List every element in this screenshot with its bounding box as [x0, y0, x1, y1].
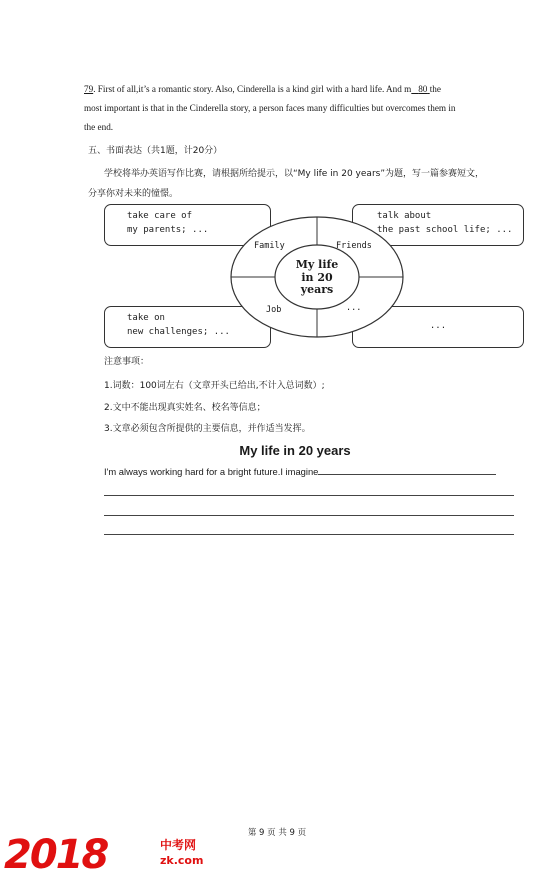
- page-number: 第 9 页 共 9 页: [247, 828, 307, 838]
- center-line3: years: [300, 283, 334, 296]
- notes-item-1: 1.词数：100词左右（文章开头已给出,不计入总词数）;: [104, 381, 325, 391]
- instruction-line2: 分享你对未来的憧憬。: [88, 189, 179, 199]
- instruction-line1: 学校将举办英语写作比赛，请根据所给提示，以“My life in 20 years”为题，写一篇参赛短文，: [104, 169, 484, 179]
- logo-cn: 中考网: [160, 838, 197, 852]
- essay-title: My life in 20 years: [239, 443, 351, 458]
- question-text: . First of all,it’s a romantic story. Also, Cinderella is a kind girl with a hard life. And m: [93, 84, 412, 94]
- box-bottom-right-text: ...: [429, 321, 447, 331]
- notes-heading: 注意事项：: [104, 357, 150, 367]
- center-line1: My life: [295, 258, 339, 271]
- notes-item-2: 2.文中不能出现真实姓名、校名等信息；: [104, 403, 266, 413]
- question-79: [84, 80, 524, 137]
- writing-line-1: [104, 495, 514, 496]
- question-79-line2: most important is that in the Cinderella story, a person faces many difficulties but overcomes them in: [84, 103, 456, 113]
- label-friends: Friends: [336, 241, 372, 251]
- question-79-line1: [84, 80, 524, 99]
- essay-opening-text: I'm always working hard for a bright future.I imagine: [104, 466, 319, 477]
- writing-line-2: [104, 515, 514, 516]
- logo-domain: zk.com: [160, 854, 204, 867]
- box-bottom-left-line2: new challenges; ...: [127, 327, 230, 337]
- site-logo: [4, 832, 204, 884]
- box-top-left-line1: take care of: [127, 211, 193, 221]
- logo-text: [160, 838, 203, 868]
- blank-80: 80: [418, 84, 428, 94]
- essay-first-blank: [318, 466, 496, 475]
- center-line2: in 20: [301, 270, 333, 284]
- question-79-line3: the end.: [84, 122, 114, 132]
- box-bottom-left-line1: take on: [127, 313, 165, 323]
- box-top-right-line2: the past school life; ...: [377, 225, 513, 235]
- label-dots: ...: [346, 303, 362, 313]
- writing-line-3: [104, 534, 514, 535]
- question-number: 79: [84, 84, 94, 94]
- box-top-left-line2: my parents; ...: [127, 225, 209, 235]
- logo-number: 2018: [4, 832, 108, 878]
- essay-opening: [104, 466, 496, 477]
- label-family: Family: [254, 241, 285, 251]
- box-top-right-line1: talk about: [377, 211, 432, 221]
- question-text-tail: the: [429, 84, 441, 94]
- section-heading: 五、书面表达（共1题，计20分）: [88, 146, 223, 156]
- center-text: [272, 259, 362, 297]
- notes-item-3: 3.文章必须包含所提供的主要信息，并作适当发挥。: [104, 424, 311, 434]
- label-job: Job: [266, 305, 282, 315]
